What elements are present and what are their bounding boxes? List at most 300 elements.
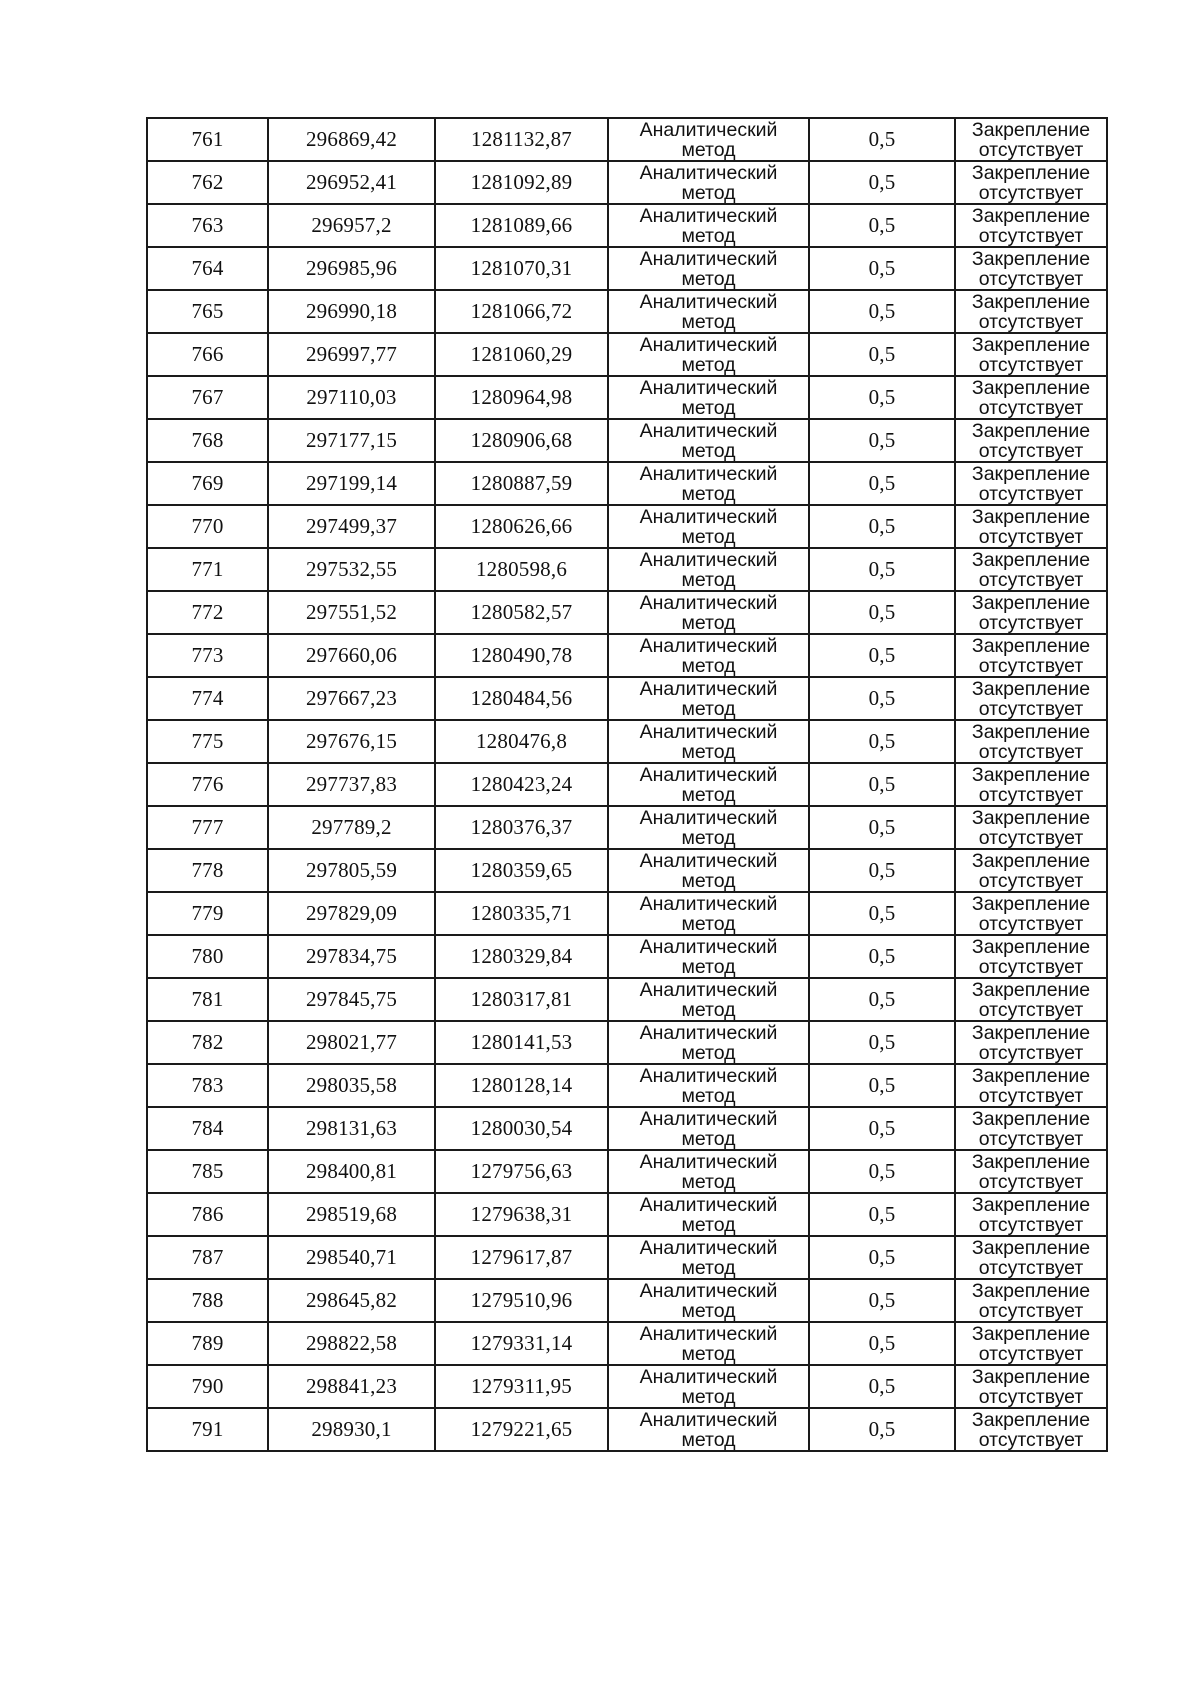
- method-line-1: Аналитический: [639, 247, 778, 270]
- method-line-2: метод: [681, 310, 736, 333]
- fixation-line-2: отсутствует: [978, 1385, 1084, 1408]
- table-row: [147, 1322, 1107, 1365]
- table-row: [147, 462, 1107, 505]
- method-line-2: метод: [681, 1256, 736, 1279]
- fixation-line-1: Закрепление: [971, 1193, 1091, 1216]
- method-line-1: Аналитический: [639, 548, 778, 571]
- fixation-line-1: Закрепление: [971, 118, 1091, 141]
- fixation-cell: [955, 333, 1107, 376]
- table-row: [147, 118, 1107, 161]
- fixation-line-1: Закрепление: [971, 978, 1091, 1001]
- fixation-line-2: отсутствует: [978, 482, 1084, 505]
- fixation-cell: [955, 935, 1107, 978]
- method-cell: [608, 677, 809, 720]
- x-coordinate-cell: 297789,2: [268, 806, 435, 849]
- y-coordinate-cell: 1281070,31: [435, 247, 608, 290]
- method-cell: [608, 1236, 809, 1279]
- y-coordinate-cell: 1280141,53: [435, 1021, 608, 1064]
- fixation-line-2: отсутствует: [978, 955, 1084, 978]
- error-cell: 0,5: [809, 806, 955, 849]
- table-row: [147, 1107, 1107, 1150]
- fixation-cell: [955, 677, 1107, 720]
- point-number-cell: 762: [147, 161, 268, 204]
- method-line-2: метод: [681, 697, 736, 720]
- table-row: [147, 376, 1107, 419]
- table-row: [147, 204, 1107, 247]
- point-number-cell: 766: [147, 333, 268, 376]
- point-number-cell: 779: [147, 892, 268, 935]
- method-line-2: метод: [681, 826, 736, 849]
- x-coordinate-cell: 297532,55: [268, 548, 435, 591]
- point-number-cell: 787: [147, 1236, 268, 1279]
- method-line-1: Аналитический: [639, 376, 778, 399]
- x-coordinate-cell: 297551,52: [268, 591, 435, 634]
- fixation-cell: [955, 462, 1107, 505]
- x-coordinate-cell: 298021,77: [268, 1021, 435, 1064]
- y-coordinate-cell: 1279331,14: [435, 1322, 608, 1365]
- method-line-2: метод: [681, 267, 736, 290]
- error-cell: 0,5: [809, 376, 955, 419]
- method-cell: [608, 118, 809, 161]
- x-coordinate-cell: 297199,14: [268, 462, 435, 505]
- method-line-1: Аналитический: [639, 978, 778, 1001]
- point-number-cell: 772: [147, 591, 268, 634]
- table-row: [147, 1365, 1107, 1408]
- method-cell: [608, 1279, 809, 1322]
- point-number-cell: 777: [147, 806, 268, 849]
- method-cell: [608, 806, 809, 849]
- method-line-1: Аналитический: [639, 935, 778, 958]
- method-cell: [608, 376, 809, 419]
- fixation-cell: [955, 204, 1107, 247]
- method-line-2: метод: [681, 138, 736, 161]
- fixation-line-2: отсутствует: [978, 654, 1084, 677]
- method-cell: [608, 720, 809, 763]
- method-line-2: метод: [681, 568, 736, 591]
- fixation-line-1: Закрепление: [971, 1236, 1091, 1259]
- table-row: [147, 505, 1107, 548]
- y-coordinate-cell: 1279638,31: [435, 1193, 608, 1236]
- method-line-1: Аналитический: [639, 1236, 778, 1259]
- x-coordinate-cell: 298035,58: [268, 1064, 435, 1107]
- fixation-line-1: Закрепление: [971, 1064, 1091, 1087]
- fixation-cell: [955, 1150, 1107, 1193]
- method-line-2: метод: [681, 1084, 736, 1107]
- method-line-1: Аналитический: [639, 1193, 778, 1216]
- fixation-line-2: отсутствует: [978, 1299, 1084, 1322]
- point-number-cell: 791: [147, 1408, 268, 1451]
- fixation-line-1: Закрепление: [971, 505, 1091, 528]
- method-cell: [608, 763, 809, 806]
- fixation-line-2: отсутствует: [978, 353, 1084, 376]
- method-line-2: метод: [681, 224, 736, 247]
- error-cell: 0,5: [809, 462, 955, 505]
- method-line-2: метод: [681, 611, 736, 634]
- fixation-cell: [955, 1236, 1107, 1279]
- fixation-cell: [955, 763, 1107, 806]
- method-cell: [608, 419, 809, 462]
- error-cell: 0,5: [809, 1365, 955, 1408]
- method-line-1: Аналитический: [639, 806, 778, 829]
- fixation-line-2: отсутствует: [978, 1256, 1084, 1279]
- table-row: [147, 1064, 1107, 1107]
- method-line-2: метод: [681, 1213, 736, 1236]
- error-cell: 0,5: [809, 1107, 955, 1150]
- table-row: [147, 1021, 1107, 1064]
- fixation-line-2: отсутствует: [978, 439, 1084, 462]
- y-coordinate-cell: 1280964,98: [435, 376, 608, 419]
- table-row: [147, 677, 1107, 720]
- method-line-1: Аналитический: [639, 677, 778, 700]
- method-line-1: Аналитический: [639, 591, 778, 614]
- method-line-2: метод: [681, 955, 736, 978]
- y-coordinate-cell: 1280030,54: [435, 1107, 608, 1150]
- fixation-cell: [955, 720, 1107, 763]
- y-coordinate-cell: 1280476,8: [435, 720, 608, 763]
- method-line-2: метод: [681, 654, 736, 677]
- fixation-line-2: отсутствует: [978, 1170, 1084, 1193]
- fixation-line-2: отсутствует: [978, 1342, 1084, 1365]
- method-line-1: Аналитический: [639, 1021, 778, 1044]
- fixation-line-2: отсутствует: [978, 1041, 1084, 1064]
- method-line-2: метод: [681, 396, 736, 419]
- fixation-line-1: Закрепление: [971, 1150, 1091, 1173]
- table-row: [147, 1193, 1107, 1236]
- method-cell: [608, 849, 809, 892]
- method-line-2: метод: [681, 353, 736, 376]
- method-line-2: метод: [681, 1041, 736, 1064]
- fixation-cell: [955, 1021, 1107, 1064]
- table-row: [147, 419, 1107, 462]
- y-coordinate-cell: 1279510,96: [435, 1279, 608, 1322]
- fixation-cell: [955, 892, 1107, 935]
- method-line-1: Аналитический: [639, 1322, 778, 1345]
- method-cell: [608, 591, 809, 634]
- method-cell: [608, 978, 809, 1021]
- method-cell: [608, 290, 809, 333]
- fixation-line-2: отсутствует: [978, 826, 1084, 849]
- table-row: [147, 892, 1107, 935]
- fixation-line-1: Закрепление: [971, 419, 1091, 442]
- point-number-cell: 785: [147, 1150, 268, 1193]
- fixation-line-1: Закрепление: [971, 849, 1091, 872]
- method-cell: [608, 1365, 809, 1408]
- table-row: [147, 1408, 1107, 1451]
- table-row: [147, 849, 1107, 892]
- error-cell: 0,5: [809, 892, 955, 935]
- method-line-2: метод: [681, 1299, 736, 1322]
- fixation-line-1: Закрепление: [971, 763, 1091, 786]
- method-line-1: Аналитический: [639, 1064, 778, 1087]
- method-line-2: метод: [681, 525, 736, 548]
- fixation-line-2: отсутствует: [978, 1127, 1084, 1150]
- fixation-line-1: Закрепление: [971, 290, 1091, 313]
- method-line-2: метод: [681, 1428, 736, 1451]
- fixation-cell: [955, 247, 1107, 290]
- fixation-line-2: отсутствует: [978, 267, 1084, 290]
- fixation-cell: [955, 849, 1107, 892]
- method-cell: [608, 1021, 809, 1064]
- x-coordinate-cell: 297805,59: [268, 849, 435, 892]
- fixation-cell: [955, 1064, 1107, 1107]
- fixation-line-1: Закрепление: [971, 247, 1091, 270]
- fixation-line-1: Закрепление: [971, 1021, 1091, 1044]
- fixation-line-2: отсутствует: [978, 869, 1084, 892]
- fixation-cell: [955, 591, 1107, 634]
- y-coordinate-cell: 1280887,59: [435, 462, 608, 505]
- point-number-cell: 789: [147, 1322, 268, 1365]
- fixation-line-2: отсутствует: [978, 611, 1084, 634]
- x-coordinate-cell: 297177,15: [268, 419, 435, 462]
- fixation-cell: [955, 1365, 1107, 1408]
- method-cell: [608, 634, 809, 677]
- method-cell: [608, 1107, 809, 1150]
- fixation-line-1: Закрепление: [971, 720, 1091, 743]
- method-cell: [608, 505, 809, 548]
- error-cell: 0,5: [809, 849, 955, 892]
- method-line-1: Аналитический: [639, 505, 778, 528]
- error-cell: 0,5: [809, 333, 955, 376]
- fixation-line-1: Закрепление: [971, 806, 1091, 829]
- point-number-cell: 786: [147, 1193, 268, 1236]
- x-coordinate-cell: 298841,23: [268, 1365, 435, 1408]
- y-coordinate-cell: 1280329,84: [435, 935, 608, 978]
- x-coordinate-cell: 296957,2: [268, 204, 435, 247]
- method-cell: [608, 935, 809, 978]
- x-coordinate-cell: 296990,18: [268, 290, 435, 333]
- x-coordinate-cell: 297660,06: [268, 634, 435, 677]
- fixation-line-1: Закрепление: [971, 591, 1091, 614]
- method-line-1: Аналитический: [639, 1107, 778, 1130]
- method-line-2: метод: [681, 482, 736, 505]
- fixation-line-2: отсутствует: [978, 998, 1084, 1021]
- y-coordinate-cell: 1280582,57: [435, 591, 608, 634]
- table-row: [147, 806, 1107, 849]
- method-line-1: Аналитический: [639, 290, 778, 313]
- method-cell: [608, 161, 809, 204]
- fixation-line-2: отсутствует: [978, 1213, 1084, 1236]
- x-coordinate-cell: 297829,09: [268, 892, 435, 935]
- fixation-line-2: отсутствует: [978, 912, 1084, 935]
- error-cell: 0,5: [809, 1408, 955, 1451]
- method-line-2: метод: [681, 1170, 736, 1193]
- x-coordinate-cell: 297676,15: [268, 720, 435, 763]
- fixation-line-2: отсутствует: [978, 181, 1084, 204]
- error-cell: 0,5: [809, 1322, 955, 1365]
- x-coordinate-cell: 296985,96: [268, 247, 435, 290]
- method-cell: [608, 247, 809, 290]
- fixation-cell: [955, 548, 1107, 591]
- fixation-line-1: Закрепление: [971, 1279, 1091, 1302]
- x-coordinate-cell: 298131,63: [268, 1107, 435, 1150]
- error-cell: 0,5: [809, 677, 955, 720]
- y-coordinate-cell: 1280128,14: [435, 1064, 608, 1107]
- fixation-line-1: Закрепление: [971, 1408, 1091, 1431]
- y-coordinate-cell: 1280626,66: [435, 505, 608, 548]
- x-coordinate-cell: 297499,37: [268, 505, 435, 548]
- method-cell: [608, 892, 809, 935]
- table-row: [147, 247, 1107, 290]
- point-number-cell: 784: [147, 1107, 268, 1150]
- point-number-cell: 765: [147, 290, 268, 333]
- fixation-line-1: Закрепление: [971, 548, 1091, 571]
- fixation-line-2: отсутствует: [978, 1428, 1084, 1451]
- y-coordinate-cell: 1280906,68: [435, 419, 608, 462]
- x-coordinate-cell: 297737,83: [268, 763, 435, 806]
- method-cell: [608, 204, 809, 247]
- y-coordinate-cell: 1279617,87: [435, 1236, 608, 1279]
- point-number-cell: 768: [147, 419, 268, 462]
- method-line-1: Аналитический: [639, 333, 778, 356]
- y-coordinate-cell: 1280359,65: [435, 849, 608, 892]
- fixation-line-2: отсутствует: [978, 396, 1084, 419]
- error-cell: 0,5: [809, 161, 955, 204]
- method-cell: [608, 1150, 809, 1193]
- error-cell: 0,5: [809, 505, 955, 548]
- point-number-cell: 773: [147, 634, 268, 677]
- method-cell: [608, 1064, 809, 1107]
- point-number-cell: 774: [147, 677, 268, 720]
- method-line-1: Аналитический: [639, 1408, 778, 1431]
- fixation-line-1: Закрепление: [971, 935, 1091, 958]
- fixation-cell: [955, 290, 1107, 333]
- fixation-line-2: отсутствует: [978, 224, 1084, 247]
- x-coordinate-cell: 297845,75: [268, 978, 435, 1021]
- y-coordinate-cell: 1280317,81: [435, 978, 608, 1021]
- table-row: [147, 290, 1107, 333]
- fixation-cell: [955, 1107, 1107, 1150]
- y-coordinate-cell: 1281066,72: [435, 290, 608, 333]
- fixation-line-1: Закрепление: [971, 1365, 1091, 1388]
- y-coordinate-cell: 1280376,37: [435, 806, 608, 849]
- method-line-2: метод: [681, 740, 736, 763]
- y-coordinate-cell: 1279221,65: [435, 1408, 608, 1451]
- method-line-1: Аналитический: [639, 763, 778, 786]
- method-line-1: Аналитический: [639, 1279, 778, 1302]
- fixation-line-1: Закрепление: [971, 204, 1091, 227]
- method-line-1: Аналитический: [639, 462, 778, 485]
- y-coordinate-cell: 1281092,89: [435, 161, 608, 204]
- x-coordinate-cell: 297110,03: [268, 376, 435, 419]
- x-coordinate-cell: 298930,1: [268, 1408, 435, 1451]
- point-number-cell: 783: [147, 1064, 268, 1107]
- fixation-cell: [955, 806, 1107, 849]
- point-number-cell: 767: [147, 376, 268, 419]
- y-coordinate-cell: 1280423,24: [435, 763, 608, 806]
- fixation-line-2: отсутствует: [978, 310, 1084, 333]
- method-line-2: метод: [681, 181, 736, 204]
- point-number-cell: 776: [147, 763, 268, 806]
- method-line-2: метод: [681, 869, 736, 892]
- x-coordinate-cell: 296997,77: [268, 333, 435, 376]
- method-line-2: метод: [681, 1385, 736, 1408]
- y-coordinate-cell: 1279311,95: [435, 1365, 608, 1408]
- x-coordinate-cell: 298822,58: [268, 1322, 435, 1365]
- fixation-cell: [955, 1322, 1107, 1365]
- y-coordinate-cell: 1280490,78: [435, 634, 608, 677]
- point-number-cell: 764: [147, 247, 268, 290]
- method-line-2: метод: [681, 1127, 736, 1150]
- fixation-line-1: Закрепление: [971, 677, 1091, 700]
- table-row: [147, 1150, 1107, 1193]
- point-number-cell: 763: [147, 204, 268, 247]
- fixation-line-2: отсутствует: [978, 568, 1084, 591]
- coordinates-table-body: [147, 118, 1107, 1451]
- fixation-cell: [955, 634, 1107, 677]
- fixation-line-1: Закрепление: [971, 1107, 1091, 1130]
- method-cell: [608, 548, 809, 591]
- table-row: [147, 161, 1107, 204]
- error-cell: 0,5: [809, 247, 955, 290]
- method-line-1: Аналитический: [639, 849, 778, 872]
- point-number-cell: 781: [147, 978, 268, 1021]
- table-row: [147, 763, 1107, 806]
- error-cell: 0,5: [809, 1279, 955, 1322]
- fixation-cell: [955, 1193, 1107, 1236]
- point-number-cell: 782: [147, 1021, 268, 1064]
- table-row: [147, 591, 1107, 634]
- table-row: [147, 634, 1107, 677]
- y-coordinate-cell: 1280484,56: [435, 677, 608, 720]
- x-coordinate-cell: 297834,75: [268, 935, 435, 978]
- x-coordinate-cell: 296952,41: [268, 161, 435, 204]
- table-row: [147, 1279, 1107, 1322]
- fixation-cell: [955, 376, 1107, 419]
- error-cell: 0,5: [809, 1021, 955, 1064]
- fixation-line-1: Закрепление: [971, 333, 1091, 356]
- x-coordinate-cell: 298400,81: [268, 1150, 435, 1193]
- method-line-2: метод: [681, 783, 736, 806]
- point-number-cell: 778: [147, 849, 268, 892]
- fixation-cell: [955, 419, 1107, 462]
- x-coordinate-cell: 297667,23: [268, 677, 435, 720]
- error-cell: 0,5: [809, 634, 955, 677]
- error-cell: 0,5: [809, 1193, 955, 1236]
- fixation-cell: [955, 505, 1107, 548]
- method-line-1: Аналитический: [639, 161, 778, 184]
- x-coordinate-cell: 298540,71: [268, 1236, 435, 1279]
- error-cell: 0,5: [809, 763, 955, 806]
- method-cell: [608, 1322, 809, 1365]
- method-cell: [608, 1408, 809, 1451]
- method-cell: [608, 333, 809, 376]
- fixation-line-2: отсутствует: [978, 138, 1084, 161]
- x-coordinate-cell: 298519,68: [268, 1193, 435, 1236]
- error-cell: 0,5: [809, 720, 955, 763]
- fixation-line-1: Закрепление: [971, 1322, 1091, 1345]
- table-row: [147, 720, 1107, 763]
- point-number-cell: 769: [147, 462, 268, 505]
- error-cell: 0,5: [809, 1150, 955, 1193]
- fixation-line-1: Закрепление: [971, 376, 1091, 399]
- fixation-line-2: отсутствует: [978, 525, 1084, 548]
- point-number-cell: 761: [147, 118, 268, 161]
- fixation-line-2: отсутствует: [978, 740, 1084, 763]
- method-line-2: метод: [681, 998, 736, 1021]
- table-row: [147, 333, 1107, 376]
- fixation-line-1: Закрепление: [971, 161, 1091, 184]
- y-coordinate-cell: 1281089,66: [435, 204, 608, 247]
- error-cell: 0,5: [809, 419, 955, 462]
- error-cell: 0,5: [809, 290, 955, 333]
- method-line-1: Аналитический: [639, 1365, 778, 1388]
- fixation-cell: [955, 161, 1107, 204]
- error-cell: 0,5: [809, 548, 955, 591]
- y-coordinate-cell: 1281060,29: [435, 333, 608, 376]
- method-line-2: метод: [681, 912, 736, 935]
- error-cell: 0,5: [809, 118, 955, 161]
- method-line-1: Аналитический: [639, 419, 778, 442]
